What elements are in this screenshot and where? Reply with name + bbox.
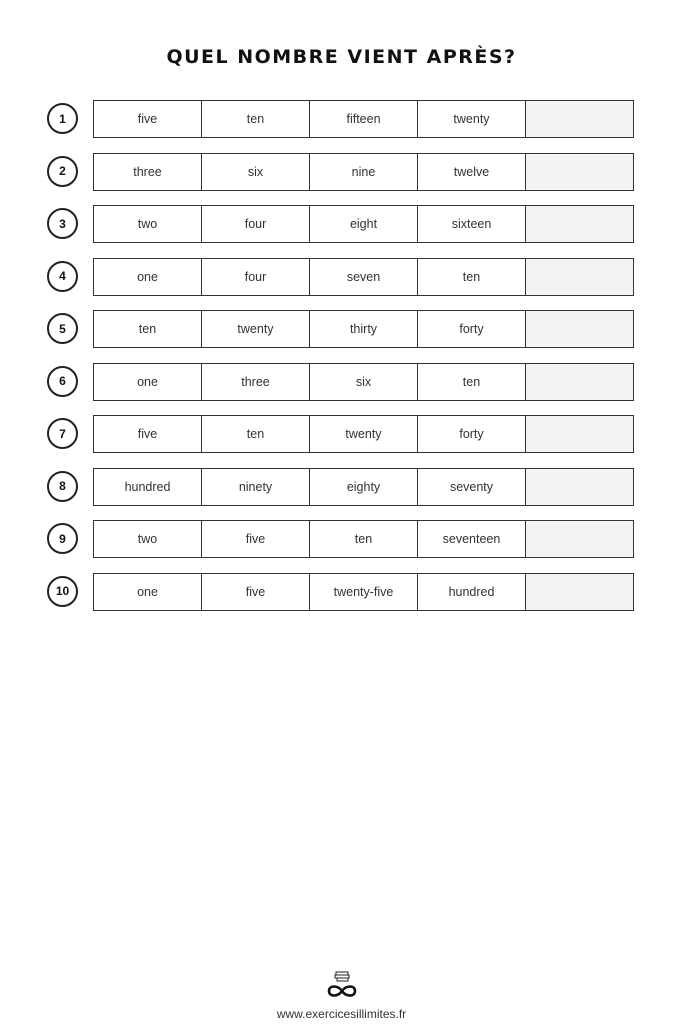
sequence-cell: one [94,364,202,400]
sequence-cell: four [202,206,310,242]
sequence-cells [93,363,634,401]
sequence-cell: seventeen [418,521,526,557]
sequence-cell: sixteen [418,206,526,242]
row-number-badge: 1 [47,103,78,134]
sequence-cell: ten [202,416,310,452]
sequence-cells [93,153,634,191]
exercise-row [47,520,637,558]
sequence-cell: eighty [310,469,418,505]
sequence-cell: ninety [202,469,310,505]
answer-box[interactable] [526,259,633,295]
sequence-cells [93,520,634,558]
sequence-cell: ten [310,521,418,557]
sequence-cell: five [202,521,310,557]
sequence-cell: one [94,259,202,295]
exercise-row [47,100,637,138]
row-number-badge: 6 [47,366,78,397]
exercise-row [47,468,637,506]
sequence-cells [93,415,634,453]
sequence-cell: twenty [418,101,526,137]
sequence-cells [93,100,634,138]
exercise-list [47,100,637,625]
sequence-cell: seventy [418,469,526,505]
exercise-row [47,415,637,453]
sequence-cell: hundred [94,469,202,505]
row-number-badge: 5 [47,313,78,344]
sequence-cell: hundred [418,574,526,610]
answer-box[interactable] [526,364,633,400]
exercise-row [47,205,637,243]
row-number-badge: 3 [47,208,78,239]
page-title: QUEL NOMBRE VIENT APRÈS? [166,46,517,68]
sequence-cell: two [94,206,202,242]
sequence-cell: twenty [310,416,418,452]
answer-box[interactable] [526,311,633,347]
sequence-cell: one [94,574,202,610]
infinity-books-icon [325,970,359,1000]
sequence-cell: ten [202,101,310,137]
sequence-cell: ten [418,364,526,400]
sequence-cell: nine [310,154,418,190]
row-number-badge: 2 [47,156,78,187]
exercise-row [47,363,637,401]
sequence-cell: twenty-five [310,574,418,610]
sequence-cell: forty [418,416,526,452]
row-number-badge: 10 [47,576,78,607]
sequence-cell: seven [310,259,418,295]
sequence-cells [93,310,634,348]
sequence-cell: ten [418,259,526,295]
sequence-cell: eight [310,206,418,242]
exercise-row [47,153,637,191]
sequence-cell: five [94,101,202,137]
exercise-row [47,573,637,611]
sequence-cell: twelve [418,154,526,190]
sequence-cells [93,258,634,296]
answer-box[interactable] [526,101,633,137]
answer-box[interactable] [526,469,633,505]
sequence-cell: thirty [310,311,418,347]
row-number-badge: 8 [47,471,78,502]
sequence-cell: two [94,521,202,557]
sequence-cell: six [310,364,418,400]
answer-box[interactable] [526,206,633,242]
row-number-badge: 9 [47,523,78,554]
sequence-cell: ten [94,311,202,347]
exercise-row [47,310,637,348]
sequence-cell: twenty [202,311,310,347]
answer-box[interactable] [526,416,633,452]
footer-url[interactable]: www.exercicesillimites.fr [276,1007,407,1021]
exercise-row [47,258,637,296]
sequence-cell: four [202,259,310,295]
sequence-cells [93,468,634,506]
sequence-cell: six [202,154,310,190]
row-number-badge: 7 [47,418,78,449]
sequence-cell: fifteen [310,101,418,137]
sequence-cell: three [94,154,202,190]
sequence-cell: five [94,416,202,452]
sequence-cell: forty [418,311,526,347]
answer-box[interactable] [526,154,633,190]
answer-box[interactable] [526,574,633,610]
sequence-cell: five [202,574,310,610]
answer-box[interactable] [526,521,633,557]
row-number-badge: 4 [47,261,78,292]
sequence-cells [93,573,634,611]
sequence-cell: three [202,364,310,400]
sequence-cells [93,205,634,243]
